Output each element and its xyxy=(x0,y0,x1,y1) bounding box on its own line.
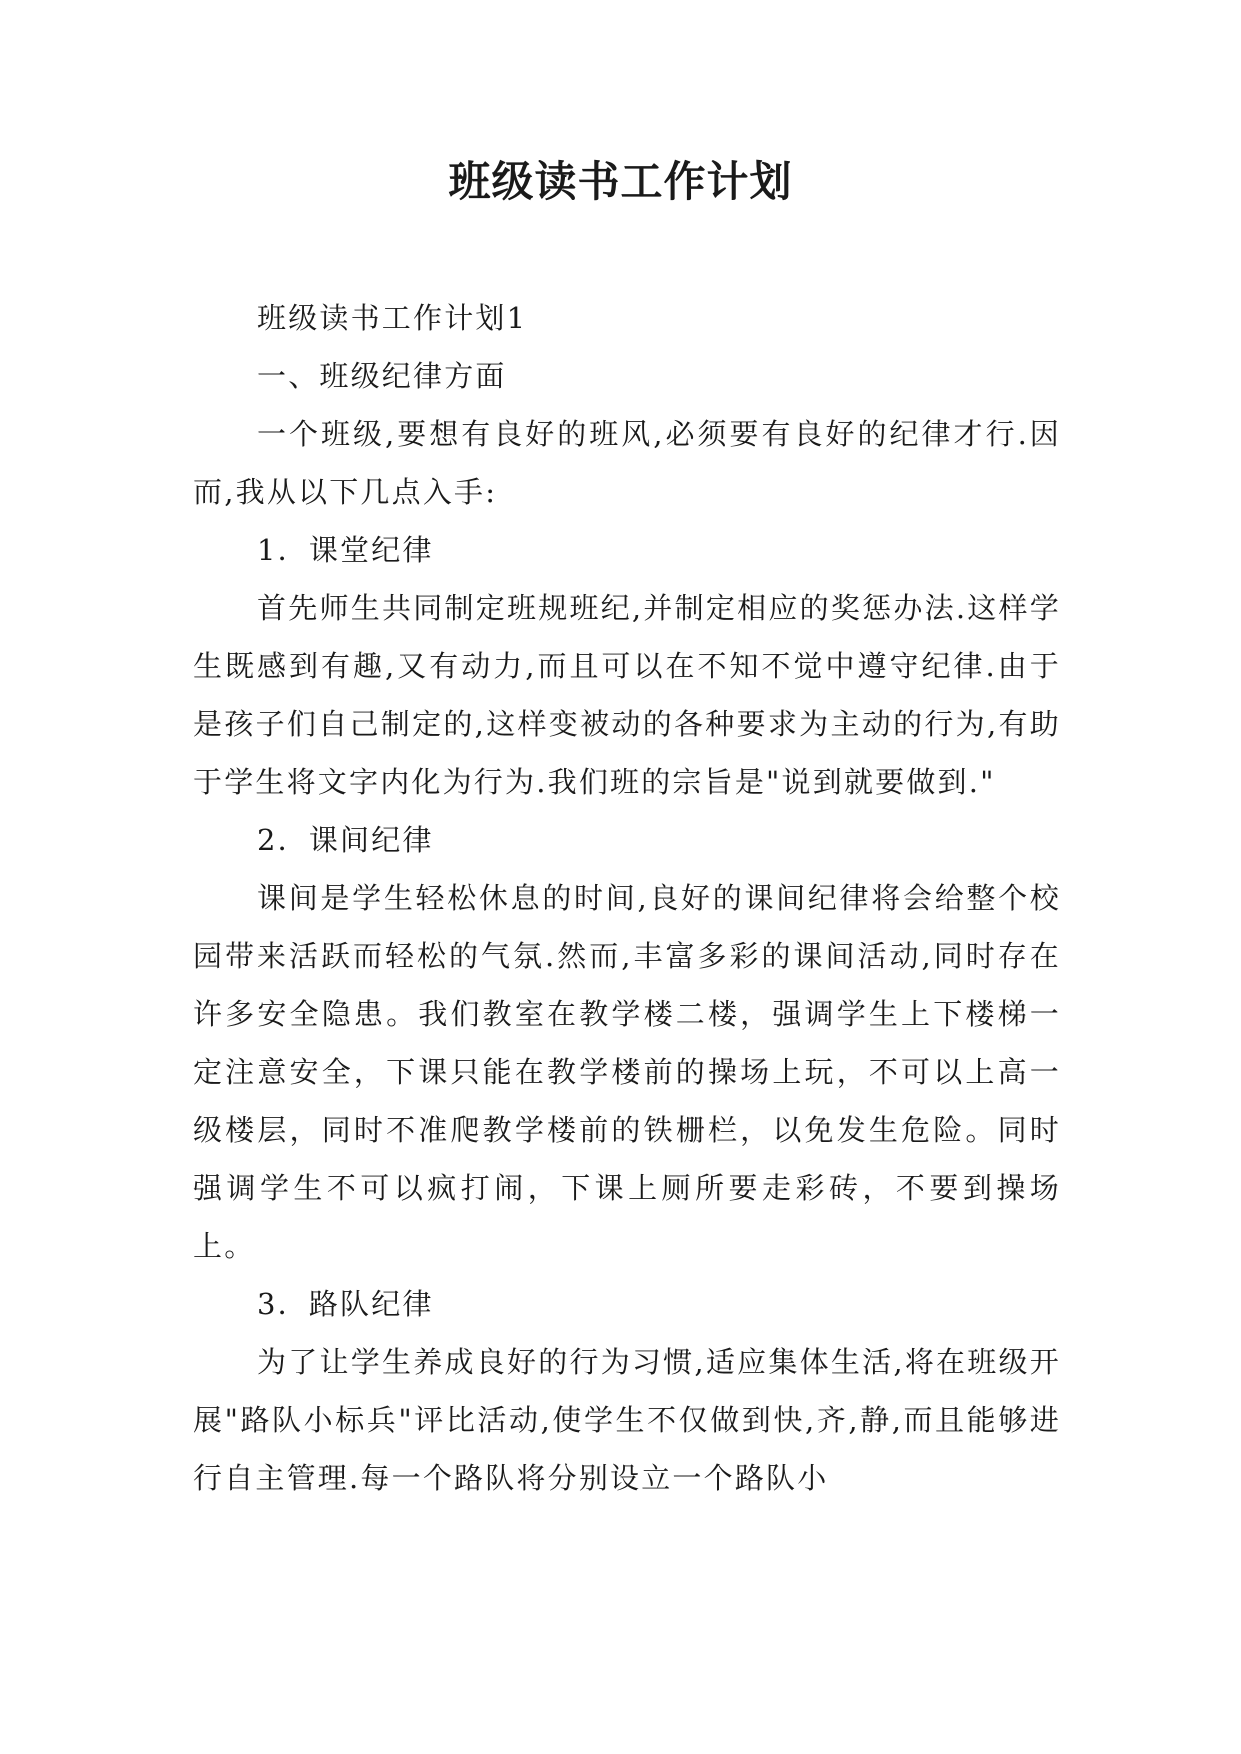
subheading-classroom-discipline: 1．课堂纪律 xyxy=(257,533,434,567)
document-body xyxy=(193,289,1061,1507)
paragraph-intro: 一个班级,要想有良好的班风,必须要有良好的纪律才行.因而,我从以下几点入手: xyxy=(193,417,1061,509)
subheading-break-discipline: 2．课间纪律 xyxy=(257,823,434,857)
section-heading-plan-1: 班级读书工作计划1 xyxy=(257,301,528,335)
subheading-queue-discipline: 3．路队纪律 xyxy=(257,1287,434,1321)
paragraph-break-discipline: 课间是学生轻松休息的时间,良好的课间纪律将会给整个校园带来活跃而轻松的气氛.然而,丰富多彩的课间活动,同时存在许多安全隐患。我们教室在教学楼二楼，强调学生上下楼梯一定注意安全，下课只能在教学楼前的操场上玩，不可以上高一级楼层，同时不准爬教学楼前的铁栅栏，以免发生危险。同时强调学生不可以疯打闹，下课上厕所要走彩砖，不要到操场上。 xyxy=(193,881,1061,1263)
section-heading-discipline: 一、班级纪律方面 xyxy=(257,359,507,393)
document-title: 班级读书工作计划 xyxy=(448,157,793,206)
paragraph-queue-discipline: 为了让学生养成良好的行为习惯,适应集体生活,将在班级开展"路队小标兵"评比活动,使学生不仅做到快,齐,静,而且能够进行自主管理.每一个路队将分别设立一个路队小 xyxy=(193,1345,1061,1495)
paragraph-classroom-discipline: 首先师生共同制定班规班纪,并制定相应的奖惩办法.这样学生既感到有趣,又有动力,而且可以在不知不觉中遵守纪律.由于是孩子们自己制定的,这样变被动的各种要求为主动的行为,有助于学生将文字内化为行为.我们班的宗旨是"说到就要做到." xyxy=(193,591,1061,799)
